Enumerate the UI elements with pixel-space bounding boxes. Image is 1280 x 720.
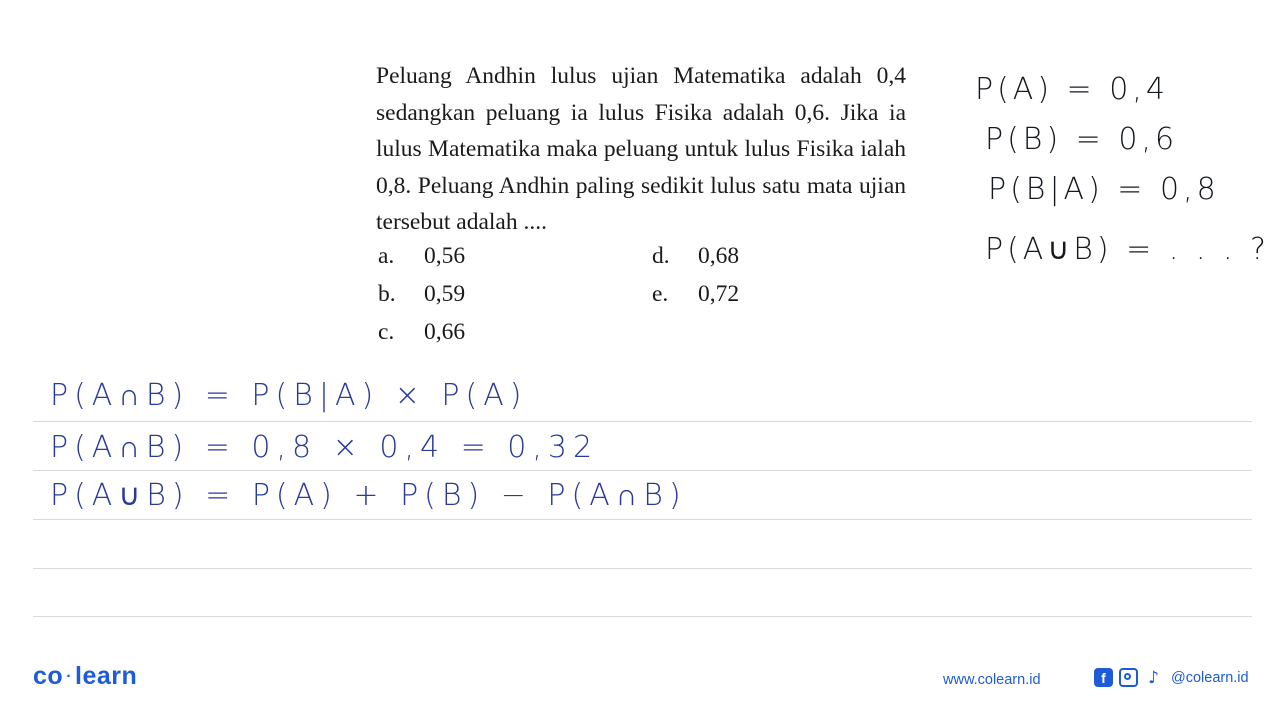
logo-dot-icon: · (66, 668, 73, 686)
ruled-line (33, 568, 1252, 569)
option-b (378, 281, 465, 308)
option-value: 0,56 (424, 243, 466, 269)
colearn-logo (33, 662, 137, 691)
logo-co: co (33, 662, 64, 690)
option-value: 0,72 (698, 281, 740, 307)
tiktok-icon[interactable]: ♪ (1148, 667, 1159, 688)
option-a (378, 243, 465, 270)
option-c (378, 319, 465, 346)
instagram-icon[interactable] (1119, 668, 1138, 687)
ruled-line (33, 470, 1252, 471)
given-pa: P(A) = 0,4 (975, 72, 1169, 107)
work-line-3: P(A∪B) = P(A) + P(B) − P(A∩B) (50, 478, 687, 513)
work-line-2: P(A∩B) = 0,8 × 0,4 = 0,32 (50, 430, 599, 465)
logo-learn: learn (75, 662, 138, 690)
work-line-1: P(A∩B) = P(B|A) × P(A) (50, 378, 528, 413)
question-text: Peluang Andhin lulus ujian Matematika adalah 0,4 sedangkan peluang ia lulus Fisika adalah 0,6. Jika ia lulus Matematika maka peluang untuk lulus Fisika ialah 0,8. Peluang Andhin paling sedikit lulus satu mata ujian tersebut adalah .... (376, 63, 906, 235)
option-letter: a. (378, 243, 395, 269)
ruled-line (33, 616, 1252, 617)
option-letter: b. (378, 281, 396, 307)
option-letter: c. (378, 319, 395, 345)
option-letter: d. (652, 243, 670, 269)
question-text-block (376, 58, 906, 241)
option-d (652, 243, 739, 270)
option-value: 0,68 (698, 243, 740, 269)
website-url[interactable]: www.colearn.id (943, 672, 1041, 688)
ruled-line (33, 519, 1252, 520)
given-paub: P(A∪B) = . . . ? (985, 232, 1270, 267)
ruled-line (33, 421, 1252, 422)
option-e (652, 281, 739, 308)
given-pba: P(B|A) = 0,8 (988, 172, 1220, 207)
given-pb: P(B) = 0,6 (985, 122, 1179, 157)
social-handle[interactable]: @colearn.id (1171, 669, 1249, 686)
option-value: 0,59 (424, 281, 466, 307)
option-value: 0,66 (424, 319, 466, 345)
social-links (1094, 668, 1249, 687)
option-letter: e. (652, 281, 669, 307)
facebook-icon[interactable]: f (1094, 668, 1113, 687)
